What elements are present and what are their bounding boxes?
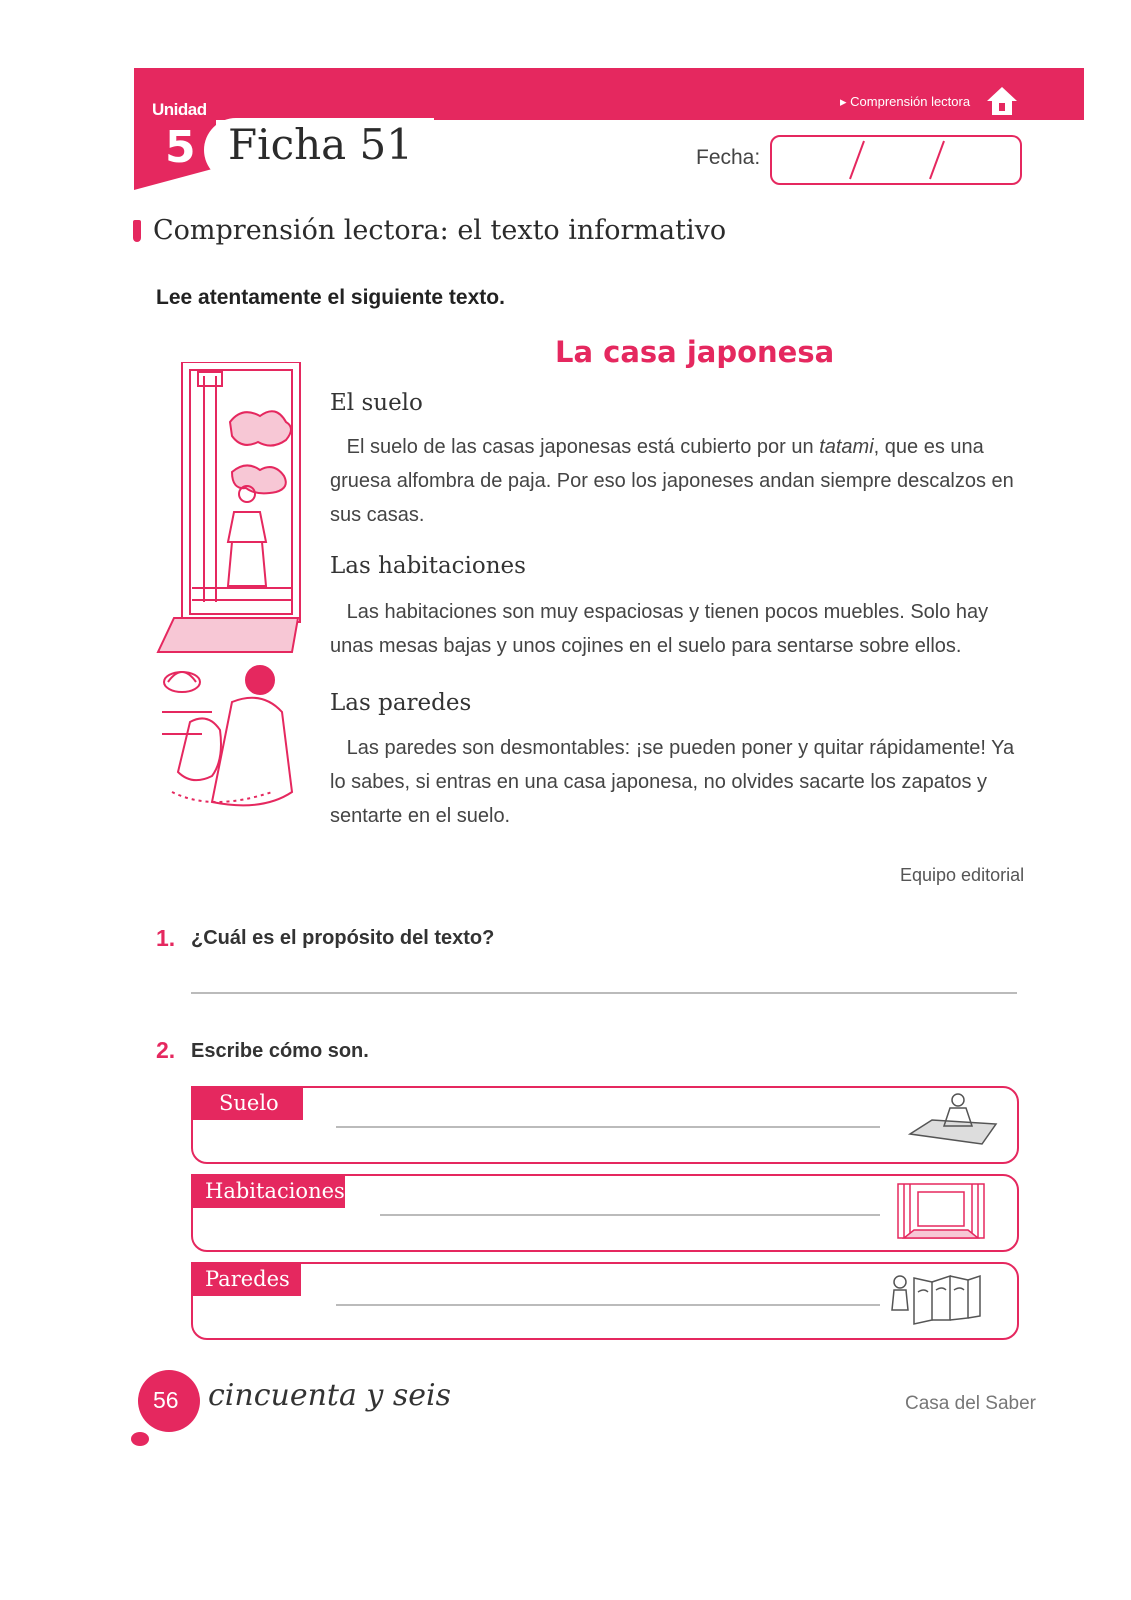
answer-line-paredes[interactable] xyxy=(336,1304,880,1306)
question-2-number: 2. xyxy=(156,1037,176,1063)
main-heading: Comprensión lectora: el texto informativo xyxy=(153,215,727,246)
question-1-text: ¿Cuál es el propósito del texto? xyxy=(191,927,495,949)
question-1-number: 1. xyxy=(156,925,176,951)
instruction: Lee atentamente el siguiente texto. xyxy=(156,286,505,309)
subtitle-suelo: El suelo xyxy=(330,390,423,416)
author: Equipo editorial xyxy=(900,865,1025,885)
paragraph-suelo-text: El suelo de las casas japonesas está cubierto por un tatami, que es una gruesa alfombra de paja. Por eso los japoneses andan siempre descalzos en sus casas. xyxy=(330,436,1014,526)
subtitle-paredes: Las paredes xyxy=(330,690,472,716)
section-tag: ▸ Comprensión lectora xyxy=(840,94,971,109)
paragraph-habitaciones xyxy=(330,595,1020,663)
answer-line-1[interactable] xyxy=(191,992,1017,994)
answer-line-suelo[interactable] xyxy=(336,1126,880,1128)
date-label: Fecha: xyxy=(696,146,761,169)
question-2-text: Escribe cómo son. xyxy=(191,1040,369,1062)
page-badge-dot xyxy=(131,1432,149,1446)
unit-label: Unidad xyxy=(152,100,207,119)
room-icon xyxy=(894,1180,988,1242)
paragraph-suelo xyxy=(330,430,1020,532)
date-separators xyxy=(772,137,1020,183)
folding-screen-icon xyxy=(888,1268,982,1330)
answer-label-habitaciones: Habitaciones xyxy=(191,1174,345,1208)
reading-title: La casa japonesa xyxy=(555,335,835,369)
answer-label-paredes: Paredes xyxy=(191,1262,301,1296)
japanese-house-illustration xyxy=(152,362,302,837)
answer-box-suelo[interactable] xyxy=(191,1086,1019,1164)
unit-number: 5 xyxy=(165,122,196,173)
answer-line-habitaciones[interactable] xyxy=(380,1214,880,1216)
ficha-title: Ficha 51 xyxy=(228,120,413,169)
page-number-words: cincuenta y seis xyxy=(208,1378,452,1413)
page-number: 56 xyxy=(153,1387,179,1413)
section-tag-label: Comprensión lectora xyxy=(850,94,971,109)
publisher: Casa del Saber xyxy=(905,1393,1036,1414)
tatami-icon xyxy=(906,1090,1000,1152)
paragraph-paredes xyxy=(330,731,1020,833)
subtitle-habitaciones: Las habitaciones xyxy=(330,553,526,579)
paragraph-habitaciones-text: Las habitaciones son muy espaciosas y tienen pocos muebles. Solo hay unas mesas bajas y unos cojines en el suelo para sentarse sobre ellos. xyxy=(330,601,989,657)
answer-label-suelo: Suelo xyxy=(191,1086,303,1120)
heading-marker xyxy=(133,220,141,242)
date-field[interactable] xyxy=(770,135,1022,185)
paragraph-paredes-text: Las paredes son desmontables: ¡se pueden poner y quitar rápidamente! Ya lo sabes, si entras en una casa japonesa, no olvides sacarte los zapatos y sentarte en el suelo. xyxy=(330,737,1015,827)
home-icon xyxy=(985,84,1019,118)
